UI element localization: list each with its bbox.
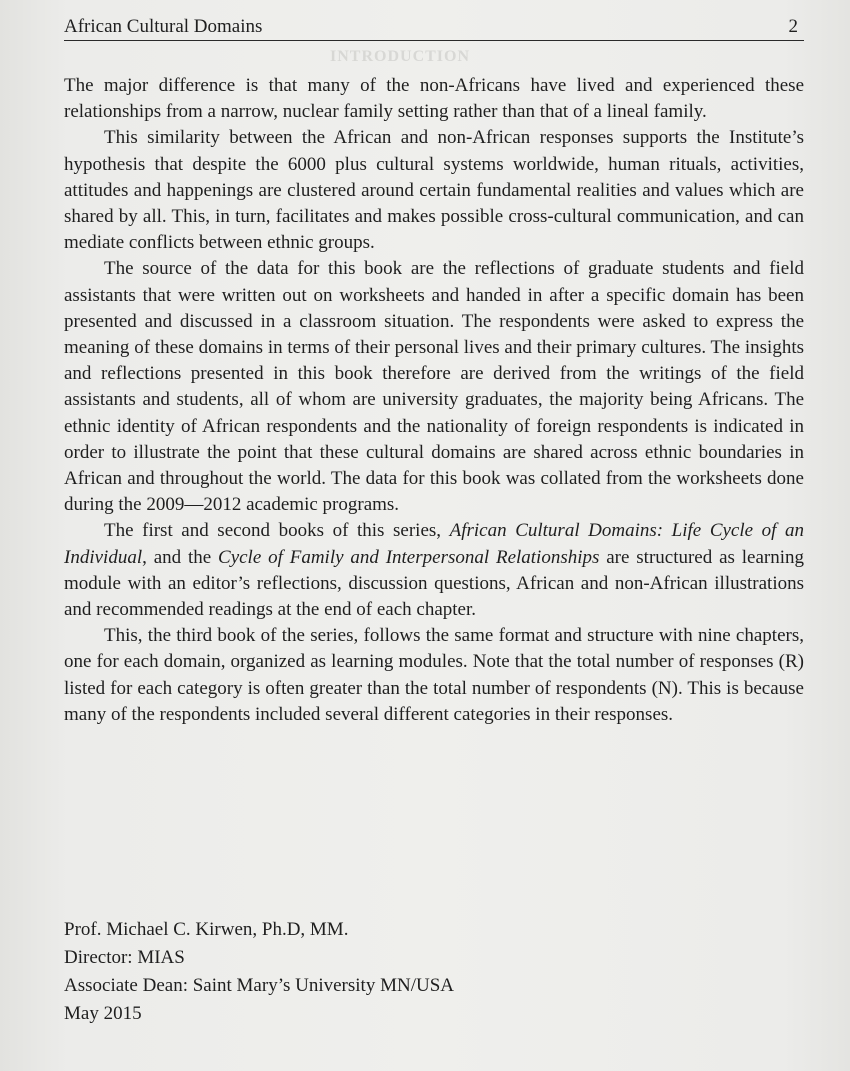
paragraph-4-text-3: are structured as learning module with an editor’s reflections, discussion questions, African and non-African illustrations and recommended readings at the end of each chapter. xyxy=(64,546,804,621)
bleed-through-heading: INTRODUCTION xyxy=(330,48,471,65)
paragraph-5 xyxy=(64,623,804,728)
body-text xyxy=(64,73,804,728)
running-title: African Cultural Domains xyxy=(64,16,263,37)
paragraph-1 xyxy=(64,73,804,125)
page-number: 2 xyxy=(788,16,798,37)
signature-date: May 2015 xyxy=(64,1003,142,1024)
paragraph-3 xyxy=(64,256,804,518)
signature-affiliation: Associate Dean: Saint Mary’s University MN/USA xyxy=(64,975,454,996)
signature-name: Prof. Michael C. Kirwen, Ph.D, MM. xyxy=(64,919,349,940)
paragraph-4-text: The first and second books of this series, xyxy=(104,520,450,542)
paragraph-5-text: This, the third book of the series, follows the same format and structure with nine chapters, one for each domain, organized as learning modules. Note that the total number of responses (R) listed for each category is often greater than the total number of respondents (N). This is because many of the respondents included several different categories in their responses. xyxy=(64,625,804,725)
paragraph-2-text: This similarity between the African and non-African responses supports the Institute’s hypothesis that despite the 6000 plus cultural systems worldwide, human rituals, activities, attitudes and happenings are clustered around certain fundamental realities and values which are shared by all. This, in turn, facilitates and makes possible cross-cultural communication, and can mediate conflicts between ethnic groups. xyxy=(64,127,804,254)
paragraph-2 xyxy=(64,125,804,256)
paragraph-3-text: The source of the data for this book are the reflections of graduate students and field assistants that were written out on worksheets and handed in after a specific domain has been presented and discussed in a classroom situation. The respondents were asked to express the meaning of these domains in terms of their personal lives and their primary cultures. The insights and reflections presented in this book therefore are derived from the writings of the field assistants and students, all of whom are university graduates, the majority being Africans. The ethnic identity of African respondents and the nationality of foreign respondents is indicated in order to illustrate the point that these cultural domains are shared across ethnic boundaries in African and throughout the world. The data for this book was collated from the worksheets done during the 2009—2012 academic programs. xyxy=(64,258,804,516)
paragraph-4-text-2: , and the xyxy=(142,546,219,568)
signature-role: Director: MIAS xyxy=(64,947,185,968)
paragraph-1-text: The major difference is that many of the non-Africans have lived and experienced these relationships from a narrow, nuclear family setting rather than that of a lineal family. xyxy=(64,75,804,123)
paragraph-4 xyxy=(64,518,804,623)
signature-block xyxy=(64,916,804,1028)
running-header xyxy=(64,14,804,41)
book-title-2: Cycle of Family and Interpersonal Relationships xyxy=(218,546,600,568)
book-title-1: African Cultural Domains: Life Cycle of an Individual xyxy=(64,520,804,568)
